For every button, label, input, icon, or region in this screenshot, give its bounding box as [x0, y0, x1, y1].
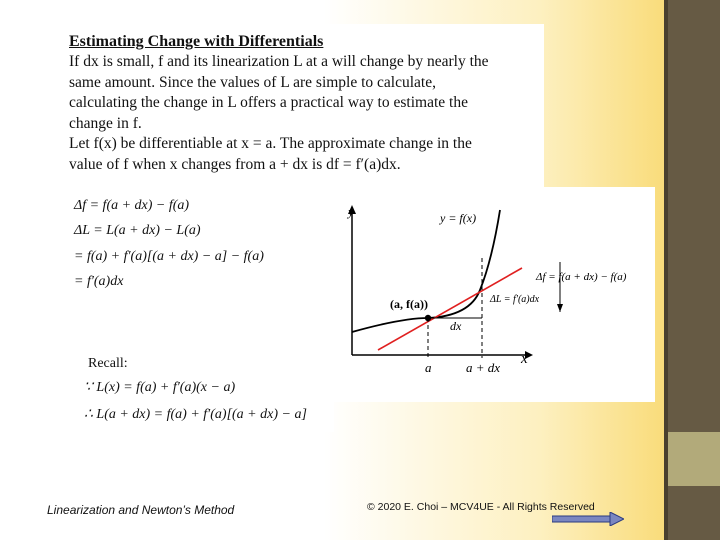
- curve-label: y = f(x): [440, 211, 477, 225]
- derivation-line-3: = f(a) + f′(a)[(a + dx) − a] − f(a): [74, 249, 264, 264]
- next-arrow-icon[interactable]: [552, 512, 624, 526]
- sidebar-band: [668, 432, 720, 486]
- para-line-1: If dx is small, f and its linearization L at a will change by nearly the: [69, 53, 489, 70]
- function-curve: [352, 210, 500, 332]
- footer-title: Linearization and Newton’s Method: [47, 503, 235, 517]
- slide-title: Estimating Change with Differentials: [69, 33, 324, 50]
- para-line-2: same amount. Since the values of L are simple to calculate,: [69, 73, 436, 91]
- linearization-graph: [340, 200, 660, 380]
- delta-f-label: Δf = f(a + dx) − f(a): [536, 271, 627, 283]
- dx-label: dx: [450, 319, 462, 333]
- recall-label: Recall:: [88, 356, 128, 371]
- derivation-line-1: Δf = f(a + dx) − f(a): [74, 198, 190, 213]
- delta-l-label: ΔL = f′(a)dx: [490, 294, 540, 305]
- derivation-line-4: = f′(a)dx: [74, 274, 124, 289]
- para-line-5: Let f(x) be differentiable at x = a. The approximate change in the: [69, 135, 472, 153]
- para-line-4: change in f.: [69, 114, 142, 132]
- tick-a-label: a: [425, 360, 432, 375]
- derivation-line-2: ΔL = L(a + dx) − L(a): [74, 223, 201, 238]
- delta-f-arrow-icon: [557, 304, 563, 312]
- footer-copyright: © 2020 E. Choi – MCV4UE - All Rights Reserved: [367, 501, 595, 513]
- point-label: (a, f(a)): [390, 297, 428, 311]
- tick-adx-label: a + dx: [466, 360, 501, 375]
- recall-line-1: ∵ L(x) = f(a) + f′(a)(x − a): [84, 380, 236, 395]
- x-axis-label: x: [521, 351, 528, 367]
- para-line-6: value of f when x changes from a + dx is df = f′(a)dx.: [69, 156, 401, 173]
- y-axis-label: y: [348, 204, 354, 219]
- para-line-3: calculating the change in L offers a practical way to estimate the: [69, 94, 468, 112]
- recall-line-2: ∴ L(a + dx) = f(a) + f′(a)[(a + dx) − a]: [84, 407, 307, 422]
